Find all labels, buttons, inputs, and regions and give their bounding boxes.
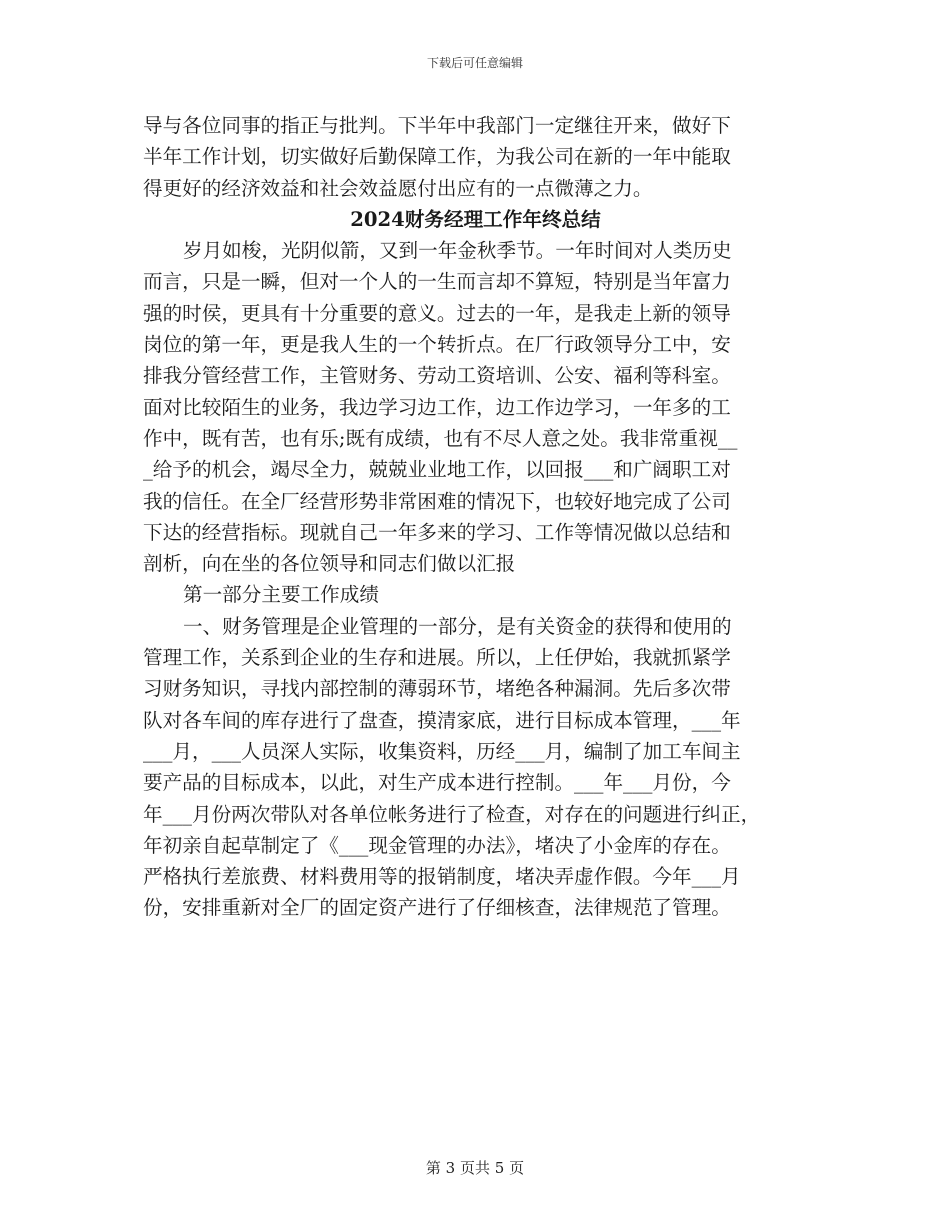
text-line: 排我分管经营工作，主管财务、劳动工资培训、公安、福利等科室。	[143, 364, 731, 388]
text-line: 队对各车间的库存进行了盘查，摸清家底，进行目标成本管理，___年	[143, 708, 741, 732]
text-line: 得更好的经济效益和社会效益愿付出应有的一点微薄之力。	[143, 176, 653, 200]
text-line: 作中，既有苦，也有乐;既有成绩，也有不尽人意之处。我非常重视__	[143, 426, 738, 450]
text-line: 年初亲自起草制定了《___现金管理的办法》，堵决了小金库的存在。	[143, 833, 731, 857]
text-line: 剖析，向在坐的各位领导和同志们做以汇报	[143, 552, 516, 576]
text-line: 导与各位同事的指正与批判。下半年中我部门一定继往开来，做好下	[143, 114, 731, 137]
text-line: 严格执行差旅费、材料费用等的报销制度，堵决弄虚作假。今年___月	[143, 865, 741, 889]
text-line: 岗位的第一年，更是我人生的一个转折点。在厂行政领导分工中，安	[143, 333, 731, 357]
document-body	[143, 110, 808, 924]
section-title: 2024财务经理工作年终总结	[350, 207, 601, 231]
text-line: 面对比较陌生的业务，我边学习边工作，边工作边学习，一年多的工	[143, 395, 731, 419]
text-line: ___月，___人员深人实际，收集资料，历经___月，编制了加工车间主	[143, 739, 741, 763]
text-line: 下达的经营指标。现就自己一年多来的学习、工作等情况做以总结和	[143, 520, 731, 544]
text-line: 年___月份两次带队对各单位帐务进行了检查，对存在的问题进行纠正，	[143, 802, 761, 826]
text-line: 习财务知识，寻找内部控制的薄弱环节，堵绝各种漏洞。先后多次带	[143, 677, 731, 701]
page-header: 下载后可任意编辑	[426, 56, 523, 70]
text-line: 份，安排重新对全厂的固定资产进行了仔细核查，法律规范了管理。	[143, 896, 731, 920]
text-line: 强的时侯，更具有十分重要的意义。过去的一年，是我走上新的领导	[143, 301, 731, 325]
text-line: 一、财务管理是企业管理的一部分，是有关资金的获得和使用的	[183, 614, 732, 638]
page-number: 第 3 页共 5 页	[425, 1159, 525, 1177]
text-line: 而言，只是一瞬，但对一个人的一生而言却不算短，特别是当年富力	[143, 270, 731, 294]
text-line: 第一部分主要工作成绩	[183, 583, 379, 607]
text-line: 管理工作，关系到企业的生存和进展。所以，上任伊始，我就抓紧学	[143, 646, 731, 670]
text-line: 半年工作计划，切实做好后勤保障工作，为我公司在新的一年中能取	[143, 145, 731, 169]
text-line: 我的信任。在全厂经营形势非常困难的情况下，也较好地完成了公司	[143, 489, 731, 513]
text-line: _给予的机会，竭尽全力，兢兢业业地工作，以回报___和广阔职工对	[143, 458, 731, 482]
text-line: 要产品的目标成本，以此，对生产成本进行控制。___年___月份，今	[143, 771, 731, 795]
text-line: 岁月如梭，光阴似箭，又到一年金秋季节。一年时间对人类历史	[183, 239, 732, 263]
